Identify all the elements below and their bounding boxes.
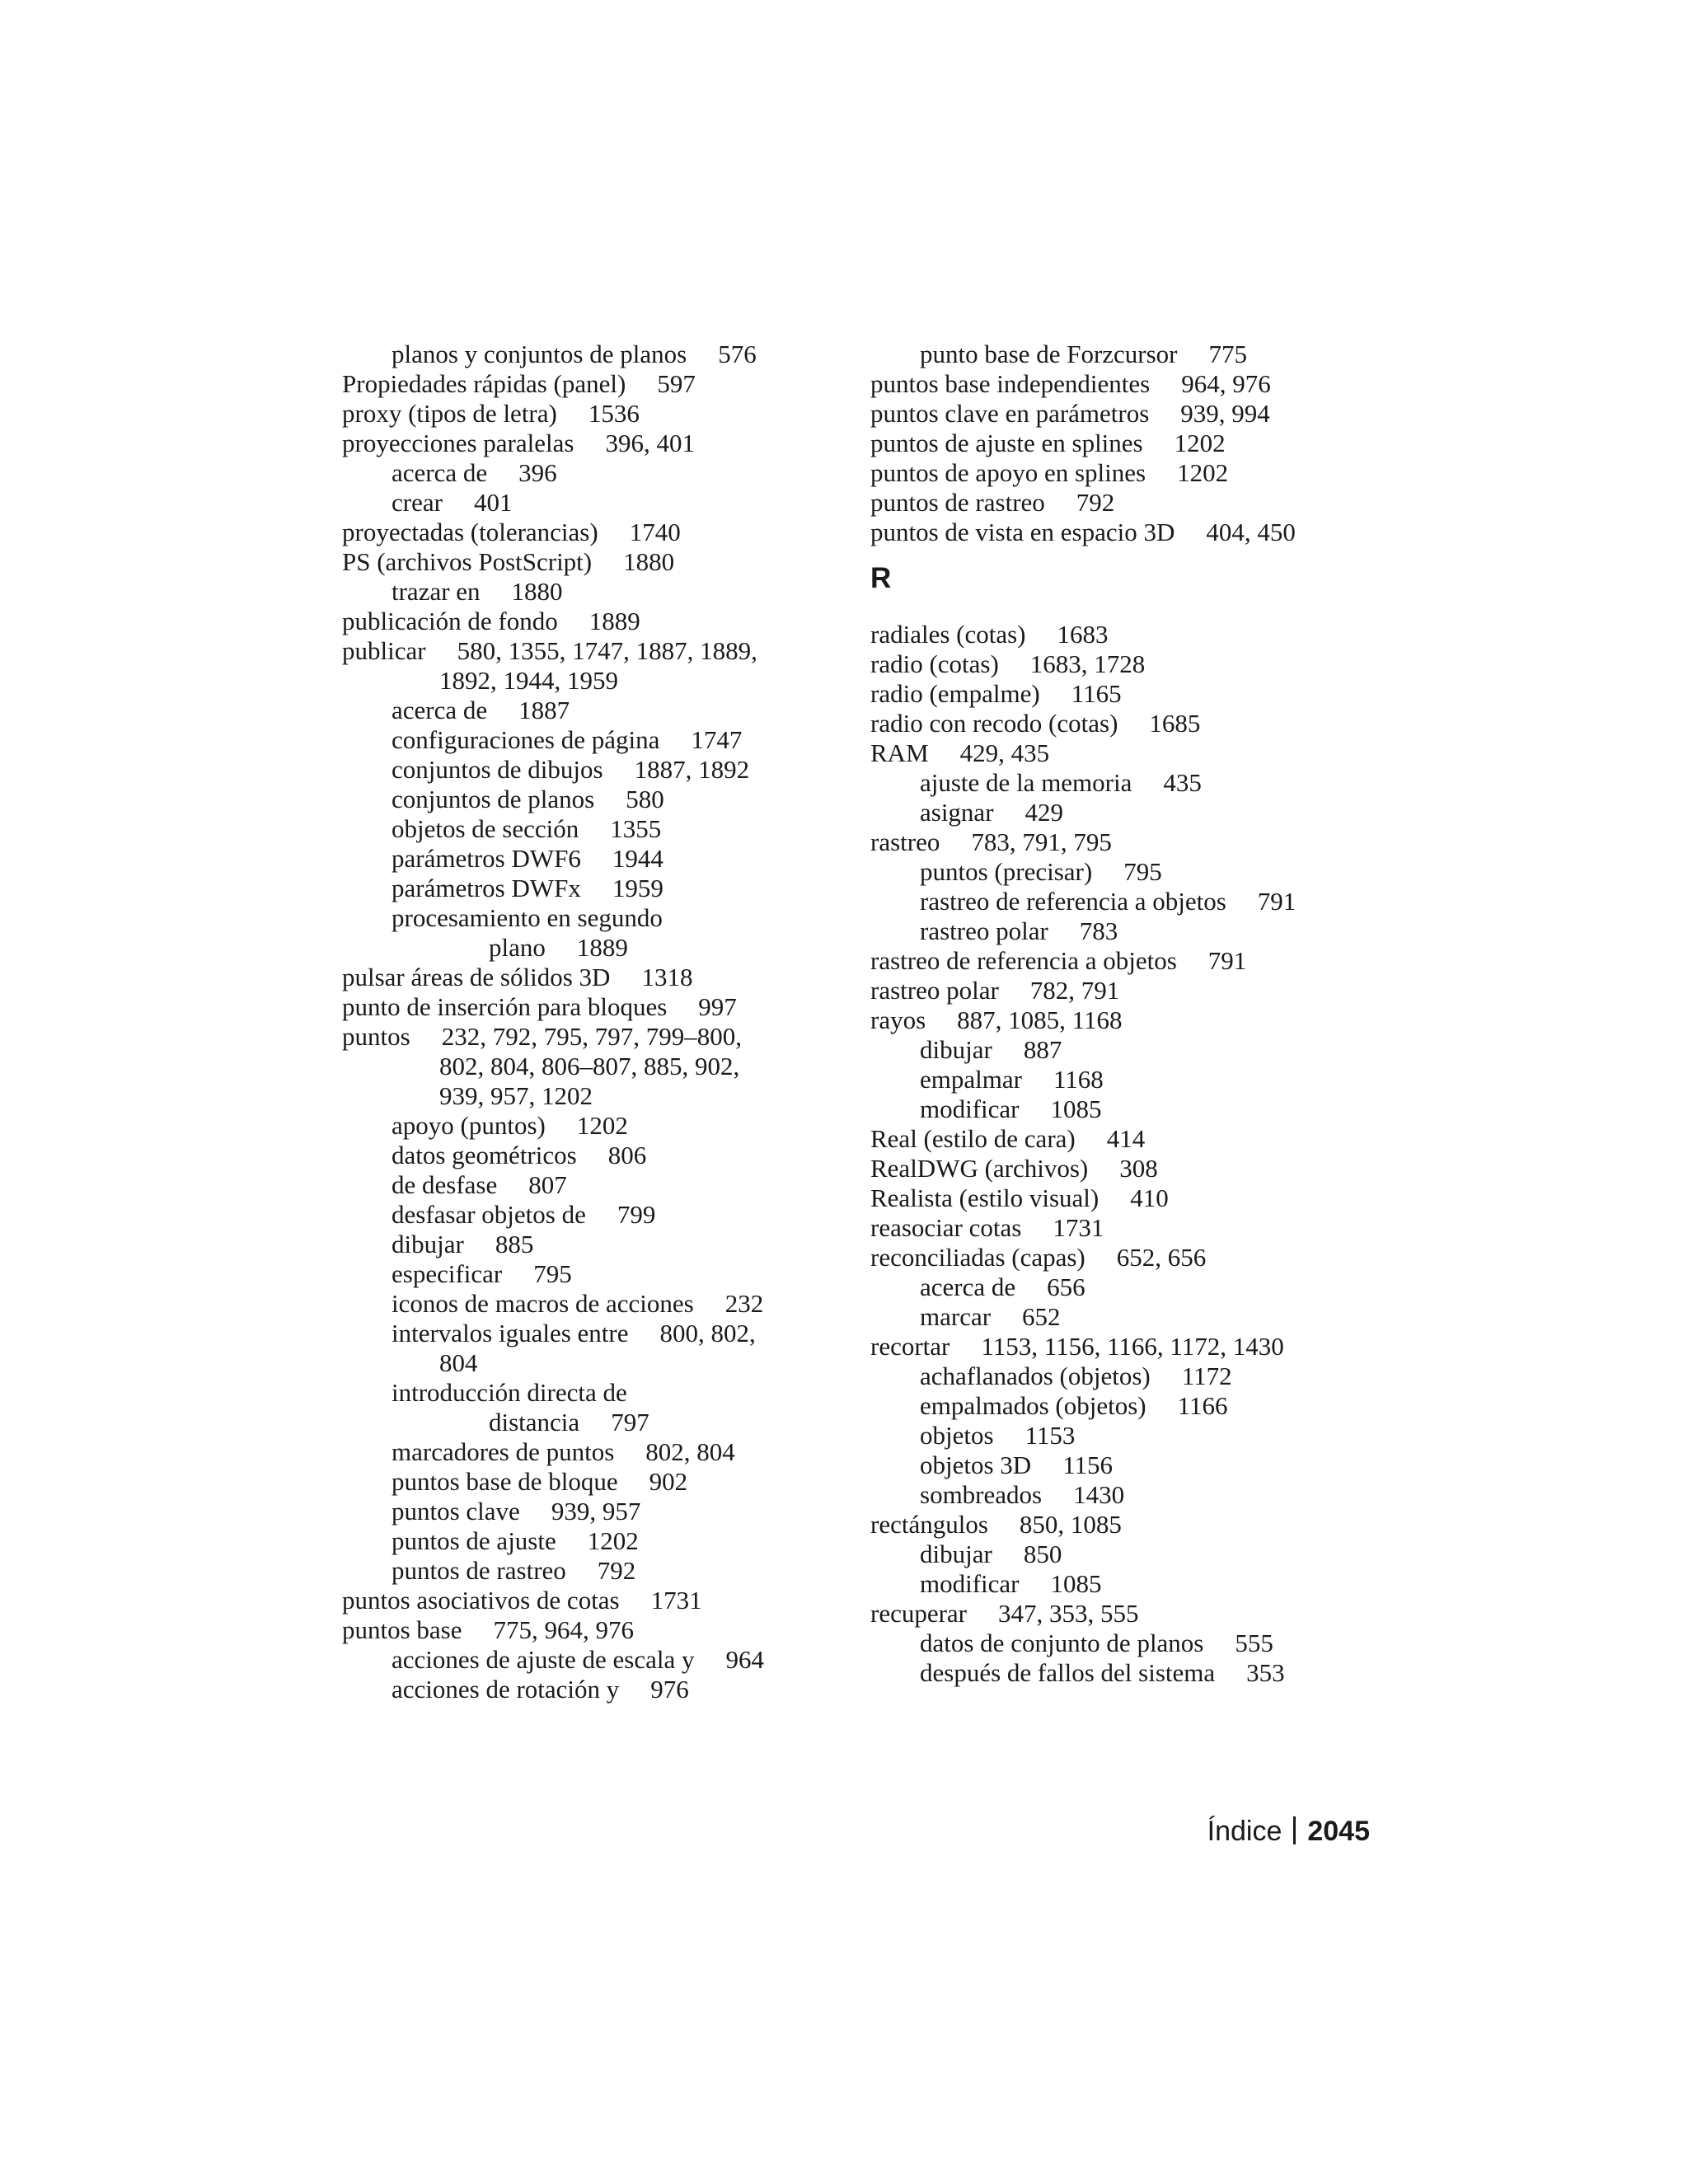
index-entry [870,518,1296,547]
index-term: trazar en [392,577,481,606]
index-term: acerca de [392,696,488,724]
page-references: 795 [1123,857,1162,886]
index-entry [870,1124,1145,1154]
index-term: conjuntos de planos [392,785,595,813]
page-references: 964, 976 [1181,369,1271,398]
page-references: 656 [1047,1272,1085,1301]
index-term: puntos [342,1022,410,1051]
page-references: 1156 [1062,1451,1114,1479]
page-references: 1430 [1073,1480,1125,1509]
page-references: 1685 [1149,709,1201,738]
index-subentry [342,696,570,725]
section-letter-heading: R [870,562,892,594]
index-term: modificar [920,1569,1020,1598]
index-term: Realista (estilo visual) [870,1183,1100,1212]
index-subentry [870,340,1247,369]
page-references: 429, 435 [959,738,1050,767]
index-term: parámetros DWF6 [392,844,581,873]
index-entry [870,429,1226,458]
page-references: 1959 [612,874,663,902]
index-subentry [342,1230,533,1259]
page-references: 850, 1085 [1019,1510,1122,1539]
index-term: rastreo [870,827,940,856]
page-references: 1172 [1181,1361,1232,1390]
index-subentry [342,755,749,785]
index-entry [870,458,1228,488]
index-term: recortar [870,1332,950,1361]
index-term: parámetros DWFx [392,874,581,902]
index-term: crear [392,488,443,517]
index-entry [870,709,1200,738]
index-term: rastreo de referencia a objetos [920,887,1226,916]
index-subentry [870,887,1296,916]
index-entry [870,488,1114,518]
index-term: puntos clave en parámetros [870,399,1150,428]
index-term: pulsar áreas de sólidos 3D [342,963,611,991]
index-subentry [870,857,1162,887]
page-references: 939, 957, 1202 [439,1081,593,1110]
index-term: publicación de fondo [342,607,558,635]
index-subentry [342,874,663,903]
index-subentry [870,1451,1113,1480]
index-term: RealDWG (archivos) [870,1154,1089,1183]
index-entry [870,1154,1158,1183]
page-references: 1892, 1944, 1959 [439,666,618,695]
page-references: 1740 [629,518,681,546]
index-subentry [870,1035,1062,1065]
index-entry [870,1332,1284,1361]
index-entry [342,1615,634,1645]
page-references: 783 [1079,916,1118,945]
index-subentry [342,1645,764,1675]
index-entry [342,518,681,547]
index-subentry [342,577,563,607]
index-term: acerca de [392,458,488,487]
index-entry [870,946,1246,976]
index-subentry [870,1540,1062,1569]
index-term: rayos [870,1005,926,1034]
index-subentry [342,1408,649,1437]
index-subentry [342,785,664,814]
index-entry [870,738,1049,768]
page-references: 775 [1208,340,1247,368]
index-entry [342,369,696,399]
index-term: rastreo polar [870,976,999,1005]
index-term: planos y conjuntos de planos [392,340,687,368]
page-references: 802, 804, 806–807, 885, 902, [439,1052,740,1080]
page-references: 782, 791 [1029,976,1120,1005]
index-entry [870,620,1108,649]
index-term: iconos de macros de acciones [392,1289,694,1318]
index-term: puntos clave [392,1497,520,1526]
index-subentry [342,1170,567,1200]
page-references: 580 [626,785,664,813]
page-references: 404, 450 [1206,518,1296,546]
index-term: rastreo polar [920,916,1048,945]
index-entry [870,1510,1122,1540]
index-subentry [342,488,512,518]
index-term: dibujar [392,1230,464,1258]
page-references: 964 [725,1645,765,1674]
index-term: puntos de apoyo en splines [870,458,1146,487]
page-references: 1944 [612,844,663,873]
index-term: radio (empalme) [870,679,1040,708]
page-references: 597 [657,369,696,398]
index-subentry [342,1141,646,1170]
index-subentry [870,1302,1061,1332]
index-subentry [342,844,663,874]
index-term: ajuste de la memoria [920,768,1132,797]
page-references: 576 [718,340,757,368]
index-entry [342,992,737,1022]
index-entry [870,1005,1123,1035]
index-term: Propiedades rápidas (panel) [342,369,626,398]
index-term: proyectadas (tolerancias) [342,518,598,546]
index-term: acerca de [920,1272,1016,1301]
page-references: 652, 656 [1116,1243,1207,1272]
page-references: 1747 [691,725,743,754]
index-entry [342,963,692,992]
index-term: puntos base [342,1615,462,1644]
page-references: 308 [1119,1154,1158,1183]
index-subentry [342,1111,628,1141]
index-term: desfasar objetos de [392,1200,586,1229]
index-term: configuraciones de página [392,725,660,754]
page-references: 799 [617,1200,656,1229]
index-subentry [342,1556,635,1586]
index-term: reasociar cotas [870,1213,1022,1242]
index-subentry [870,1065,1104,1094]
page-references: 1887, 1892 [634,755,750,784]
index-subentry [342,1675,689,1704]
index-entry [342,399,640,429]
index-term: puntos asociativos de cotas [342,1586,620,1615]
index-subentry [342,340,757,369]
index-term: proxy (tipos de letra) [342,399,557,428]
index-subentry [342,1378,627,1408]
index-term: marcadores de puntos [392,1437,615,1466]
index-term: puntos de rastreo [392,1556,566,1585]
index-entry [342,429,695,458]
page-references: 791 [1207,946,1247,975]
index-term: modificar [920,1094,1020,1123]
index-term: empalmados (objetos) [920,1391,1146,1420]
index-entry [870,1243,1206,1272]
index-entry [870,1183,1169,1213]
index-term: dibujar [920,1540,992,1568]
page-references: 1880 [511,577,563,606]
page-references: 1085 [1050,1569,1102,1598]
index-term: empalmar [920,1065,1022,1094]
page-references: 401 [473,488,513,517]
page-references: 1318 [641,963,693,991]
page-references: 353 [1246,1658,1285,1687]
page-references: 1166 [1177,1391,1228,1420]
page-references: 807 [528,1170,567,1199]
index-subentry [870,1569,1102,1599]
index-term: puntos de ajuste [392,1526,556,1555]
index-subentry [342,1437,735,1467]
index-subentry [870,1272,1085,1302]
index-subentry [342,1081,593,1111]
index-term: puntos de vista en espacio 3D [870,518,1175,546]
index-subentry [870,1629,1273,1658]
page-references: 800, 802, [659,1319,756,1347]
index-subentry [870,1480,1124,1510]
page-references: 887, 1085, 1168 [957,1005,1123,1034]
page-references: 1880 [623,547,675,576]
index-subentry [870,1094,1102,1124]
index-entry [342,1586,702,1615]
page-references: 1202 [1177,458,1229,487]
index-term: procesamiento en segundo [392,903,663,932]
index-subentry [342,1052,739,1081]
index-subentry [870,1391,1228,1421]
index-subentry [870,768,1202,798]
page-references: 804 [439,1348,478,1377]
index-term: reconciliadas (capas) [870,1243,1085,1272]
index-term: objetos de sección [392,814,579,843]
index-term: introducción directa de [392,1378,627,1407]
index-term: puntos de ajuste en splines [870,429,1143,457]
index-term: acciones de ajuste de escala y [392,1645,695,1674]
index-subentry [342,903,663,933]
page-references: 429 [1025,798,1064,827]
index-term: objetos 3D [920,1451,1032,1479]
page-references: 435 [1163,768,1202,797]
page-references: 555 [1235,1629,1273,1657]
index-subentry [342,725,742,755]
page-references: 795 [533,1259,572,1288]
page-references: 1153, 1156, 1166, 1172, 1430 [981,1332,1284,1361]
index-term: puntos base independientes [870,369,1151,398]
index-subentry [342,1467,687,1497]
index-term: radiales (cotas) [870,620,1026,649]
page-footer [1207,1815,1370,1848]
index-subentry [870,1361,1232,1391]
index-term: rastreo de referencia a objetos [870,946,1177,975]
index-term: Real (estilo de cara) [870,1124,1076,1153]
index-term: achaflanados (objetos) [920,1361,1151,1390]
index-subentry [342,933,628,963]
index-term: datos geométricos [392,1141,577,1169]
index-term: después de fallos del sistema [920,1658,1216,1687]
page-references: 414 [1106,1124,1146,1153]
page-references: 652 [1022,1302,1061,1331]
index-entry [342,547,674,577]
page-references: 1165 [1071,679,1122,708]
index-term: de desfase [392,1170,498,1199]
index-subentry [342,1497,640,1526]
page-references: 1168 [1053,1065,1104,1094]
page-references: 791 [1257,887,1296,916]
page-references: 997 [698,992,737,1021]
page-references: 775, 964, 976 [493,1615,635,1644]
index-term: dibujar [920,1035,992,1064]
index-entry [870,827,1112,857]
index-term: publicar [342,636,426,665]
index-term: rectángulos [870,1510,988,1539]
index-term: sombreados [920,1480,1043,1509]
page-references: 797 [611,1408,649,1436]
page-references: 1202 [587,1526,639,1555]
page-references: 1683, 1728 [1029,649,1146,678]
index-term: radio (cotas) [870,649,999,678]
index-term: acciones de rotación y [392,1675,620,1704]
index-entry [342,636,757,666]
index-subentry [342,458,557,488]
index-subentry [342,666,618,696]
index-term: conjuntos de dibujos [392,755,603,784]
index-term: puntos base de bloque [392,1467,618,1496]
index-subentry [342,1348,478,1378]
index-subentry [342,1526,639,1556]
page-references: 902 [649,1467,688,1496]
page-references: 806 [607,1141,647,1169]
index-subentry [342,814,661,844]
index-term: proyecciones paralelas [342,429,574,457]
index-term: marcar [920,1302,992,1331]
index-subentry [870,1421,1075,1451]
page-references: 1153 [1025,1421,1076,1450]
index-entry [870,369,1271,399]
page-references: 792 [1076,488,1115,517]
page-references: 1887 [518,696,570,724]
page-references: 887 [1023,1035,1062,1064]
index-subentry [342,1200,655,1230]
index-subentry [870,1658,1285,1688]
index-term: asignar [920,798,994,827]
index-subentry [870,916,1118,946]
index-term: punto base de Forzcursor [920,340,1178,368]
index-term: datos de conjunto de planos [920,1629,1204,1657]
index-term: PS (archivos PostScript) [342,547,593,576]
page-references: 1889 [576,933,628,962]
page-references: 802, 804 [645,1437,735,1466]
index-term: radio con recodo (cotas) [870,709,1118,738]
page-references: 1355 [610,814,662,843]
footer-page-number: 2045 [1307,1816,1370,1847]
index-term: distancia [489,1408,580,1436]
page-references: 1889 [588,607,640,635]
index-term: puntos (precisar) [920,857,1093,886]
page-references: 1202 [576,1111,628,1140]
page-references: 347, 353, 555 [998,1599,1139,1628]
index-subentry [342,1319,756,1348]
index-term: intervalos iguales entre [392,1319,629,1347]
index-term: punto de inserción para bloques [342,992,668,1021]
page-references: 976 [650,1675,689,1704]
page-references: 232 [724,1289,764,1318]
index-entry [870,399,1270,429]
index-subentry [342,1259,572,1289]
page-references: 1536 [588,399,640,428]
page-references: 396 [518,458,557,487]
page-references: 1683 [1057,620,1109,649]
page-references: 232, 792, 795, 797, 799–800, [441,1022,742,1051]
index-entry [870,649,1145,679]
page-references: 939, 957 [551,1497,641,1526]
page-references: 1202 [1174,429,1226,457]
index-entry [342,1022,742,1052]
page-references: 1731 [1053,1213,1104,1242]
index-subentry [870,798,1063,827]
index-entry [870,1599,1139,1629]
page-references: 783, 791, 795 [971,827,1112,856]
page-references: 939, 994 [1180,399,1270,428]
page-references: 885 [495,1230,534,1258]
index-entry [870,679,1122,709]
footer-section-label: Índice [1207,1816,1282,1847]
page-references: 792 [597,1556,636,1585]
footer-separator [1293,1816,1296,1844]
index-entry [342,607,640,636]
index-subentry [342,1289,763,1319]
page-references: 580, 1355, 1747, 1887, 1889, [457,636,757,665]
index-term: recuperar [870,1599,968,1628]
index-term: objetos [920,1421,994,1450]
index-entry [870,1213,1104,1243]
index-term: especificar [392,1259,503,1288]
page-references: 1085 [1050,1094,1102,1123]
page-references: 850 [1023,1540,1062,1568]
index-term: RAM [870,738,929,767]
page-references: 1731 [650,1586,702,1615]
index-term: apoyo (puntos) [392,1111,546,1140]
index-term: puntos de rastreo [870,488,1045,517]
page-references: 410 [1130,1183,1169,1212]
index-term: plano [489,933,546,962]
index-entry [870,976,1119,1005]
page-references: 396, 401 [605,429,695,457]
